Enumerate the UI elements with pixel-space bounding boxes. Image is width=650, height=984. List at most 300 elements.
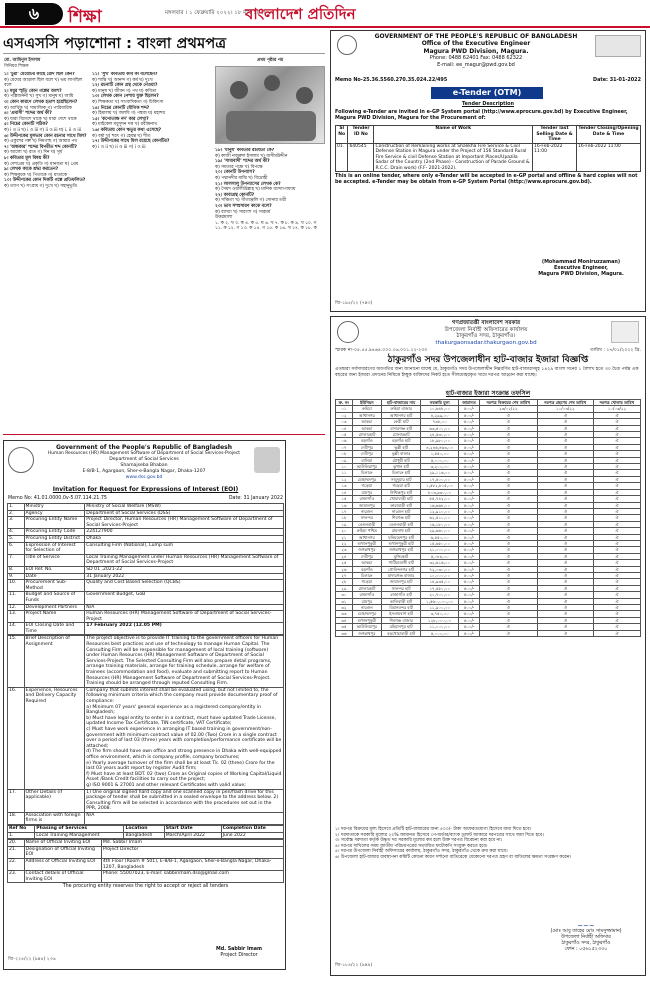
eoi-row [8,510,284,517]
eoi-official-cell: 22. [8,859,25,871]
haat-cell: ঐ [537,521,593,527]
eoi-official-row [8,846,284,858]
eoi-row [8,517,284,529]
haat-cell: ঐ [537,489,593,495]
eoi-exp-label: Experience, Resources and Delivery Capacity Required [24,687,85,789]
haat-cell: ঐ [537,515,593,521]
page-number: ৬ [5,3,63,25]
haat-cell: ৫০০/- [459,451,480,457]
haat-cell: ঐ [537,585,593,591]
haat-cell: ৫০০/- [459,630,480,636]
haat-cell: ঐ [537,572,593,578]
eoi-address: E-8/B-1, Agargaon, Sher-e-Bangla Nagar, Dhaka-1207 [82,468,206,474]
haat-cell: ঐ [479,508,537,514]
haat-cell: বড়খোচাবাড়ী হাট [381,630,420,636]
eoi-cell: Expression of Interest for Selection of [24,542,85,554]
haat-cell: ৫০০/- [459,489,480,495]
eoi-cell: Government Budget, GoB [85,592,284,604]
eoi-phasing-cell: Bangladesh [124,832,164,839]
haat-cell: ০২ [336,412,353,418]
govt-seal [337,35,357,55]
haat-cell: ঐ [593,515,640,521]
haat-cell: ঐ [593,470,640,476]
mcq-line: ক) ব্যাখ্যা খ) সারাংশ গ) সারমর্ম [215,209,271,215]
haat-memo: স্মারক নং-০৫.৫৫.৯৪৬৪.০০০.০৬.০০১.২২-২৩৩ [335,348,428,353]
eoi-phasing-header: Start Date [164,826,221,833]
haat-date: তারিখ : ১৭/০১/২০২২ খ্রি. [590,348,641,353]
eoi-phasing-header: Phasing of Services [35,826,124,833]
haat-cell: ঐ [479,553,537,559]
haat-cell: ঐ [537,528,593,534]
mujib-logo [611,321,639,343]
mcq-line: ক) মাইকেল মধুসূদন দত্ত খ) রবীন্দ্রনাথ [92,122,158,128]
eoi-row [8,566,284,573]
eoi-cell: Procuring Entity District [24,535,85,542]
eoi-cell: 7. [8,554,25,566]
haat-cell: ঐ [479,444,537,450]
haat-cell: ১৮ [336,515,353,521]
haat-cell: ২৪,৫৩০,০০ [421,432,459,438]
haat-cell: ঐ [593,438,640,444]
haat-table-title: হাট-বাজার ইজারা সংক্রান্ত তফসিল [445,390,531,397]
tender-header: Tender Closing/Opening Date & Time [577,126,641,144]
eoi-cell: Project Director, Human Resources (HR) Management Software of Department of Social Services-Project [85,517,284,529]
haat-condition: ৪। দরপত্র দাখিলের সময় জাতীয় পরিচয়পত্রের সত্যায়িত ফটোকপি সংযুক্ত করতে হবে। [335,843,488,849]
haat-cell: ৫০০/- [459,566,480,572]
eoi-official-cell: Name of Official Inviting EOI [24,840,101,847]
haat-cell: ঐ [479,547,537,553]
eoi-phasing-header: Completion Date [221,826,283,833]
haat-cell: ৫০০/- [459,438,480,444]
eoi-advertisement [3,440,286,970]
haat-cell: ঐ [537,540,593,546]
tender-division: Magura PWD Division, Magura. [423,47,529,55]
haat-cell: ঐ [479,540,537,546]
mcq-line: ক) আর্থিক খ) সামাজিক গ) পারিবারিক [4,105,72,111]
haat-cell: গড়েয়া [352,483,381,489]
haat-cell: মুন্সিরহাট [381,553,420,559]
haat-cell: রাজাগাঁও [352,592,381,598]
tender-cell: 01. [336,143,348,172]
haat-cell: ৩৫ [336,624,353,630]
haat-condition: ৫। দরপত্র উপজেলা নির্বাহী অফিসারের কার্যালয়, ঠাকুরগাঁও সদর, ঠাকুরগাঁও থেকে ক্রয় করা যাবে। [335,849,508,855]
haat-cell: ঢোলারহাট [381,432,420,438]
haat-bazar-notice [330,316,646,976]
haat-cell: আউলিয়াপুর [352,464,381,470]
haat-cell: ৫০০/- [459,515,480,521]
haat-cell: ঐ [537,553,593,559]
haat-cell: ভূখান হাট [381,464,420,470]
eoi-phasing-cell: June 2022 [221,832,283,839]
haat-cell: ১১,৯০০,০০ [421,605,459,611]
eoi-cell: 14. [8,623,25,635]
tender-signer: (Mohammad Moniruzzaman) [541,259,621,265]
haat-cell: ১,৫৫০,০০ [421,451,459,457]
haat-condition: ৬। উপজেলা হাট-বাজার ব্যবস্থাপনা কমিটি কোনো কারণ দর্শানো ব্যতিরেকে যেকোনো দরপত্র গ্রহণ বা বাতিলের ক্ষমতা সংরক্ষণ করেন। [335,854,572,860]
mcq-line: ১৯। 'সাম্যবাদী' শব্দের অর্থ কী? [215,159,270,165]
haat-cell: ঐ [593,566,640,572]
eoi-official-cell: 23. [8,871,25,883]
haat-cell: ঐ [593,553,640,559]
haat-cell: ঐ [537,451,593,457]
haat-cell: ১২৮,০০০,০০ [421,617,459,623]
eoi-cell: 9. [8,573,25,580]
mcq-line: ক) i ও ii খ) ii ও iii গ) i ও iii [92,144,146,150]
haat-cell: ৩৬ [336,630,353,636]
haat-cell: ঐ [593,502,640,508]
haat-cell: বড়গাঁও হাট [381,438,420,444]
eoi-row [8,580,284,592]
haat-cell: ঐ [593,419,640,425]
tender-code: জি-১৯৫/২২ (৭x৩) [335,301,373,306]
haat-cell: ঐ [537,598,593,604]
eoi-cell: 12. [8,604,25,611]
haat-cell: ২০,৭০০,০০ [421,592,459,598]
haat-cell: ৫০০/- [459,540,480,546]
eoi-web: www.dss.gov.bd [125,474,163,480]
mcq-line: ক) শিক্ষকতা খ) সাংবাদিকতা গ) চিকিৎসা [92,99,164,105]
haat-cell: ০১ [336,406,353,412]
tender-header: Name of Work [374,126,533,144]
haat-cell: নারগুন [352,508,381,514]
eoi-cell: Quality and Cost Based Selection (QCBS) [85,580,284,592]
haat-cell: রহিমানপুর হাট [381,624,420,630]
haat-cell: ঐ [593,508,640,514]
haat-cell: বিমানবন্দর হাট [381,605,420,611]
mcq-line: ১৪। নিচের কোনটি যৌগিক শব্দ? [92,105,150,111]
eoi-cell: Procuring Entity Code [24,529,85,536]
haat-cell: ০৯ [336,457,353,463]
mcq-column-3 [215,148,325,424]
haat-cell: চিলারং [352,572,381,578]
eoi-official-row [8,840,284,847]
haat-cell: ঐ [537,611,593,617]
study-headline: এসএসসি পড়াশোনা : বাংলা প্রথমপত্র [3,36,227,52]
haat-cell: ১৬,১৮০,০০ [421,521,459,527]
haat-cell: ঐ [593,560,640,566]
haat-cell: ঐ [593,624,640,630]
haat-cell: রুহিয়া বাজার [381,406,420,412]
haat-cell: ১২ [336,476,353,482]
haat-gov: গণপ্রজাতন্ত্রী বাংলাদেশ সরকার [451,320,521,326]
haat-cell: ঐ [479,419,537,425]
haat-cell: ১,৫৬০,০০০,০০ [421,598,459,604]
eoi-row [8,529,284,536]
haat-cell: ৫,০০০,০০ [421,630,459,636]
eoi-criterion: d) The firm should have own office and strong presence in Dhaka with well-equipped office environment, which is company profile, company brochures; [86,749,282,760]
haat-cell: ফেরী ঘাট [381,419,420,425]
haat-cell: ঢোলারহাট [352,432,381,438]
haat-cell: বেগুনবাড়ী [352,521,381,527]
haat-cell: গোবিন্দনগর হাট [381,566,420,572]
haat-cell: ঐ [593,444,640,450]
haat-header: জামানত [459,400,480,406]
eoi-official-cell: Project Director [101,846,283,858]
tender-email: E-mail: ee_magur@pwd.gov.bd [437,62,515,69]
haat-cell: পাটিয়াডাঙ্গী হাট [381,560,420,566]
haat-cell: ঐ [479,483,537,489]
eoi-row [8,504,284,511]
haat-cell: ৫০০/- [459,534,480,540]
haat-header: হাট-বাজারের নাম [381,400,420,406]
haat-cell: ০৮ [336,451,353,457]
haat-cell: ৫০০/- [459,521,480,527]
haat-cell: ৫০০/- [459,624,480,630]
haat-cell: ৩৩ [336,611,353,617]
eoi-cell: 6. [8,542,25,554]
haat-cell: চৌধুরী হাট [381,457,420,463]
eoi-official-cell: 20. [8,840,25,847]
haat-cell: ঐ [537,464,593,470]
mcq-line: ক) কাজী নজরুল ইসলাম খ) জসীমউদ্দীন [215,153,288,159]
haat-cell: সালন্দর হাট [381,585,420,591]
eoi-cell: Local Training Management under Human Resources (HR) Management Software of Department of Social Services-Project [85,554,284,566]
mcq-line: ক) i ও ii খ) i ও iii গ) ii ও iii ঘ) i, ii ও iii [4,127,82,133]
eoi-cell: Budget and Source of Funds [24,592,85,604]
haat-cell: ৫০০/- [459,528,480,534]
mcq-line: ৪। 'প্রবাসী' শব্দের অর্থ কী? [4,111,52,117]
eoi-criterion: g) ISO 9001 & 27001 and other relevant Certificates with valid value; [86,782,246,788]
haat-cell: ঐ [593,451,640,457]
mcq-line: ১০। উদ্দীপকের কোন দিকটি গল্পে প্রতিফলিত? [4,178,86,184]
haat-cell: ঐ [593,547,640,553]
haat-cell: ঐ [537,605,593,611]
haat-cell: ৫০০/- [459,617,480,623]
haat-cell: ৫০০/- [459,502,480,508]
haat-cell: ঐ [537,508,593,514]
haat-cell: ৭২,০৩০,০০ [421,566,459,572]
mcq-line: ১৮। 'মানুষ' কবিতার রচয়িতা কে? [215,148,275,153]
haat-cell: রায়পুর [352,489,381,495]
haat-cell: ১৭,৫০০,০০ [421,476,459,482]
dateline: মঙ্গলবার । ১ ফেব্রুয়ারি ২০২২। ১৮ মাঘ ১৪২৮ [165,10,268,16]
eoi-date: Date: 31 January 2022 [228,496,283,501]
haat-cell: আউলিয়াপুর [352,624,381,630]
haat-cell: ঐ [479,611,537,617]
tender-intro: Following e-Tender are invited in e-GP System portal (http://www.eprocure.gov.bd) by Executive Engineer, Magura PWD Division, Magura for the Procurement of: [335,109,628,121]
haat-cell: ১৪,৯৩৫,০০ [421,579,459,585]
haat-cell: জামালপুর [352,502,381,508]
haat-cell: খোচাবাড়ী হাট [381,496,420,502]
tender-header: Tender ID No [348,126,374,144]
eoi-signer: Md. Sabbir Imam [216,947,262,952]
haat-title: ঠাকুরগাঁও সদর উপজেলাধীন হাট-বাজার ইজারা বিজ্ঞপ্তি [387,355,589,365]
haat-cell: ২৯,১১৬,০০ [421,470,459,476]
eoi-cell: Agency [24,510,85,517]
haat-cell: জগন্নাথপুর হাট [381,547,420,553]
haat-header: ক্র. নং [336,400,353,406]
haat-cell: বড়গাঁও [352,438,381,444]
haat-signer: (মোঃ আবু তাহের মোঃ সামসুজ্জামান) [550,929,622,934]
eoi-official-cell: Contact details of Official Inviting EOI [24,871,101,883]
haat-cell: রাজাগাঁও [352,496,381,502]
haat-cell: ঐ [479,470,537,476]
haat-cell: বালিয়া [352,457,381,463]
haat-cell: ঐ [537,419,593,425]
mcq-line: ক) পল্লিজননী খ) সুখ গ) মানুষ ঘ) আমি [4,94,74,100]
haat-cell: ২১,০০০,০০ [421,547,459,553]
eoi-criterion: c) Must have work experience in arranging IT based training in government/non-government with minimum contract value of 02.00 (Two) Crore in a single contract over a period of last 03 (three) years with completion/performance certificate will be attached; [86,726,282,749]
haat-district: ঠাকুরগাঁও সদর, ঠাকুরগাঁও। [456,333,516,340]
eoi-cell: 10. [8,580,25,592]
eoi-official-cell: Address of Official Inviting EOI [24,859,101,871]
haat-signer-role: উপজেলা নির্বাহী অফিসার [561,935,611,940]
eoi-official-cell: 21. [8,846,25,858]
portrait-logo [254,447,280,473]
mcq-line: ১। 'চুরা' মেয়েটির কাছে রোদ ছিল কেন? [4,72,75,77]
haat-cell: ১৬ [336,502,353,508]
haat-cell: আকচা [352,560,381,566]
mcq-line: ১. ক ২. খ ৩. ক ৪. ক ৫. ঘ ৬. খ ৭. ক ৮. ক ৯. খ ১০. গ [215,220,317,226]
eoi-row [8,592,284,604]
haat-cell: ঐ [537,566,593,572]
haat-cell: ঐ [479,617,537,623]
haat-cell: ঐ [537,534,593,540]
mcq-line: ৭। 'অন্ধকার' শব্দের বিপরীত শব্দ কোনটি? [4,144,77,150]
haat-cell: ২৬ [336,566,353,572]
haat-cell: নারগুন হাট [381,508,420,514]
haat-cell: ঐ [593,617,640,623]
eoi-cell: N/A [85,604,284,611]
eoi-cell: 3. [8,517,25,529]
haat-cell: গড়েয়া হাট [381,483,420,489]
haat-cell: ঐ [593,489,640,495]
mcq-line: ক) মেঘের আড়াল ছিল বলে খ) ভয় লাগছিল বলে [4,77,83,89]
tender-cell: 640545 [348,143,374,172]
haat-cell: জগন্নাথপুর [352,630,381,636]
haat-cell: ৫০০/- [459,457,480,463]
haat-cell: ঐ [593,572,640,578]
mcq-line: ৩। কোন কারণে লেখক হতাশ হয়েছিলেন? [4,99,78,105]
eoi-brief-text: The project objective is to provide IT training to the government officers for Human Resources best practices and use of technology to manage Human Capital. The Consulting Firm will be responsible for management of local training (software) under Human Resources (HR) Management Software of Department of Social Services-Project. The Selected Consulting Firm will also prepare detail programs, arrange training materials, arrange for training schedule, arrange for welfare of trainees (accommodation and food), evaluate and submitting report to Human Resources (HR) Management Software of Department of Social Services-Project. Training should be arranged through reputed Consulting Firm. [85,636,284,687]
haat-cell: ৩০ [336,592,353,598]
haat-cell: সাবুদুয়ার হাট [381,476,420,482]
haat-cell: ঐ [479,412,537,418]
haat-cell: ৫০০/- [459,412,480,418]
haat-cell: ১৪ [336,489,353,495]
haat-cell: ৬,৫৫০,০০ [421,534,459,540]
haat-cell: ১০ [336,464,353,470]
haat-cell: নারগুন [352,605,381,611]
eoi-cell: Development Partners [24,604,85,611]
eoi-cell: 1. [8,504,25,511]
haat-cell: ঐ [593,528,640,534]
eoi-cell: 4. [8,529,25,536]
haat-condition: ২। দরদাতাকে সরকারি মূল্যের ২০% জামানত হিসেবে পে-অর্ডার/ব্যাংক ড্রাফট আকারে দরপত্রের সাথে জমা দিতে হবে। [335,832,544,838]
haat-code: জি-১৮৪/২২ (৯x৯) [335,963,373,968]
eoi-official-row [8,859,284,871]
mcq-line: ক) ত্যাগ খ) সংগ্রাম গ) দুঃখ ঘ) সহানুভূতি [4,183,78,189]
haat-cell: ৩২,৬১৬,০০ [421,560,459,566]
haat-cell: ৩২ [336,605,353,611]
haat-cell: ৫৫,৭৪২,০০ [421,496,459,502]
govt-seal [337,321,359,343]
haat-cell: ২৯ [336,585,353,591]
haat-cell: ঐ [537,425,593,431]
haat-cell: ১০,৬৪৮,০০ [421,406,459,412]
haat-cell: ৩,৭৫০,০০ [421,611,459,617]
mcq-line: ১৬। কবিতায় কোন ঋতুর কথা এসেছে? [92,127,162,133]
tender-table [335,125,641,172]
haat-cell: জামালপুর হাট [381,579,420,585]
haat-cell: আখানগর [352,412,381,418]
eoi-phasing-head [8,826,284,833]
tender-date: Date: 31-01-2022 [593,77,641,83]
haat-cell: ঐ [479,496,537,502]
haat-condition: ১। দরপত্র বিক্রয়ের মূল্য হিসেবে প্রতিটি হাট-বাজারের জন্য ৫০০/- টাকা অফেরতযোগ্য হিসেবে জমা দিতে হবে। [335,827,532,832]
haat-cell: ঐ [537,547,593,553]
eoi-criterion: e) Yearly average turnover of the firm shall be at least Tk. 02 (three) Crore for the last 03 years audit report by register Audit firm; [86,760,275,772]
mcq-line: ক) সঞ্চিতা খ) গীতাঞ্জলি গ) সোনার তরী [215,198,287,204]
haat-cell: শুখানপুকুরী হাট [381,540,420,546]
haat-cell: ঐ [479,432,537,438]
tender-signer-role: Executive Engineer, [553,265,609,271]
haat-cell: ১৮,৯৮০,০০ [421,438,459,444]
tender-description-title: Tender Description [461,101,515,107]
haat-cell: ঐ [537,496,593,502]
haat-cell: ঐ [537,457,593,463]
mcq-line: উত্তরমালা [215,215,233,221]
haat-cell: ঐ [479,528,537,534]
haat-cell: ১০/০৩/২২ [537,406,593,412]
haat-cell: ০৪ [336,425,353,431]
mcq-line: ৫। নিচের কোনটি সঠিক? [4,122,48,128]
mcq-line: ক) সৈয়দ ওয়ালীউল্লাহ খ) মানিক বন্দ্যোপাধ্যায় [215,187,296,193]
haat-cell: দেবীপুর [352,553,381,559]
haat-cell: নিশ্চিন্তপুর হাট [381,489,420,495]
haat-cell: ১৯ [336,521,353,527]
mcq-line: ক) একুশের গল্প খ) নিমগাছ গ) আমার পথ [4,139,78,145]
haat-cell: ৫০০/- [459,476,480,482]
tender-header: Tender last Selling Date & Time [533,126,577,144]
haat-cell: ২১ [336,534,353,540]
mcq-line: ক) আলো খ) রাত গ) দিন ঘ) সূর্য [4,150,63,156]
haat-cell: ঐ [593,605,640,611]
signature-scribble: ~~~ [577,922,595,930]
haat-cell: ৫০০/- [459,611,480,617]
haat-cell: ৭৩৮,০০ [421,419,459,425]
haat-header: সরকারি মূল্য [421,400,459,406]
haat-cell: ঐ [537,624,593,630]
haat-cell: ৩,২০০,০০ [421,464,459,470]
eoi-cell: 31 January 2022 [85,573,284,580]
eoi-row [8,542,284,554]
haat-cell: ঐ [593,483,640,489]
eoi-cell: 13. [8,611,25,623]
haat-cell: দেবীপুর [352,444,381,450]
haat-cell: ঐ [479,451,537,457]
haat-cell: দেবীপুর [352,451,381,457]
eoi-phasing-cell: March/April 2022 [164,832,221,839]
eoi-cell: EOI Ref. No. [24,566,85,573]
eoi-cell: Dhaka [85,535,284,542]
eoi-cell: 5. [8,535,25,542]
haat-cell: ঐ [593,464,640,470]
haat-cell: ৩৪ [336,617,353,623]
haat-cell: ৫০০/- [459,419,480,425]
eoi-table: 1. Ministry Ministry of Social Welfare (MSW) 2. Agency Department of Social Services (DSS) 3. Procuring Entity Name Project Director, Human Resources (HR) Management Software of Department of Social Services-Project 4. Procuring Entity Code 224127900 5. Procuring Entity District Dhaka 6. Expression of Interest for Selection of Consulting Firm (National), Lump sum 7. Title of Service Local Training Management under Human Resources (HR) Management Software of Department of Social Services-Project 8. EOI Ref. No. SD 01 ,2021-22 9. Date 31 January 2022 10. Procurement Sub-Method Quality and Cost Based Selection (QCBS) 11. Budget and Source of Funds Government Budget, GoB 12. Development Partners N/A 13. Project Name Human Resources (HR) Management Software of Department of Social Services-Project 14. EOI Closing Date and Time 17 February 2022 (12.05 PM) 15. Brief Description of Assignment The project objective is to provide IT training to the government officers for Human Resources best practices and use of technology to manage Human Capital. The Consulting Firm will be responsible for management of local training (software) under Human Resources (HR) Management Software of Department of Social Services-Project. The Selected Consulting Firm will also prepare detail programs, arrange training materials, arrange for training schedule, arrange for welfare of trainees (accommodation and food), evaluate and submitting report to Human Resources (HR) Management Software of Department of Social Services-Project. Training should be arranged through reputed Consulting Firm. 16. Experience, Resources and Delivery Capacity Required Company that submits interest shall be evaluated using, but not limited to, the following minimum criteria which the company must provide documentary proof of compliance: a) Minimum 07 years' general experience as a registered company/entity in Bangladesh; b) Must have legal entity to enter in a contract, must have updated Trade License, updated Income Tax Certificate, TIN certificate, VAT Certificate; c) Must have work experience in arranging IT based training in government/non-government with minimum contract value of 02.00 (Two) Crore in a single contract over a period of last 03 (three) years with completion/performance certificate will be attached; d) The firm should have own office and strong presence in Dhaka with well-equipped office environment, which is company profile, company brochures; e) Yearly average turnover of the firm shall be at least Tk. 02 (three) Crore for the last 03 years audit report by register Audit firm; f) Must have at least BDT. 02 (two) Crore as Original copies of Working Capital/Liquid Asset /Bank Credit facilities to carry out the project; g) ISO 9001 & 27001 and other relevant Certificates with valid value; 17. Other Details (if applicable) 1) One original signed hard copy and one scanned copy in pen/flash drive for this package of tender shall be submitted in a sealed envelope to the address below. 2) Consulting firm will be selected in accordance with the procedures set out in the PPR, 2008. 18. Association with foreign firms is N/A Ref No Phasing of Services Location Start Date Completion Date 1. Local Training Management Bangladesh March/April 2022 June 2022 20. Name of Official Inviting EOI Md. Sabbir Imam 21. Designation of Official Inviting EOI Project Director 22. Address of Official Inviting EOI 4th Floor (Room # 501), E-8/B-1, Agargaon, Sher-e-Bangla Nagar, Dhaka-1207, Bangladesh 23. Contact details of Official Inviting EOI Phone: 55007023, E-mail: sabbirimam.dss@gmail.com The procuring entity reserves the right to accept or reject all tenders [7,503,284,891]
continued-block [215,58,325,64]
eoi-office: Shamajseba Bhaban [120,462,168,468]
mcq-line: ক) শিক্ষককে খ) পিতাকে গ) মাতাকে [4,172,68,178]
eoi-official-cell: Designation of Official Inviting EOI [24,846,101,858]
haat-cell: ভূল্লী হাট [381,444,420,450]
mcq-line: ৬। উদ্দীপকের মূলভাব কোন রচনার সাথে মিল? [4,133,87,139]
eoi-cell: 2. [8,510,25,517]
haat-cell: ১৬,৬৬৮,০০ [421,502,459,508]
eoi-row [8,611,284,623]
eoi-official-cell: Phone: 55007023, E-mail: sabbirimam.dss@gmail.com [101,871,283,883]
